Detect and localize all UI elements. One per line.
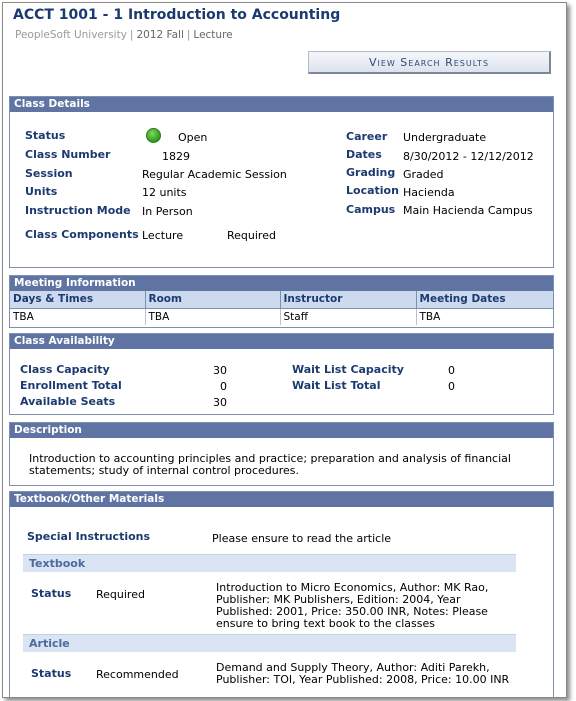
- page-title: ACCT 1001 - 1 Introduction to Accounting: [13, 7, 341, 23]
- status-label: Status: [25, 129, 66, 142]
- campus-label: Campus: [346, 203, 396, 216]
- article-status-label: Status: [31, 667, 72, 680]
- class-components-label: Class Components: [25, 228, 139, 241]
- meeting-information-section: [9, 275, 554, 328]
- session-label: Session: [25, 167, 73, 180]
- class-number-value: 1829: [162, 150, 190, 163]
- class-details-section: [9, 96, 554, 268]
- textbook-materials-heading: Textbook/Other Materials: [10, 492, 553, 507]
- class-availability-heading: Class Availability: [10, 334, 553, 349]
- column-days-times: Days & Times: [10, 291, 145, 308]
- article-subheading: Article: [23, 634, 516, 652]
- textbook-details: Introduction to Micro Economics, Author: MK Rao, Publisher: MK Publishers, Edition: 2004, Year Published: 2001, Price: 350.00 INR, Notes: Please ensure to bring text book to the classes: [216, 581, 489, 630]
- instructor-cell: Staff: [280, 308, 416, 325]
- column-instructor: Instructor: [280, 291, 416, 308]
- class-type: Lecture: [193, 29, 233, 41]
- special-instructions-value: Please ensure to read the article: [212, 532, 392, 545]
- career-label: Career: [346, 130, 388, 143]
- special-instructions-label: Special Instructions: [27, 530, 151, 543]
- description-section: [9, 422, 554, 486]
- article-status-value: Recommended: [96, 668, 179, 681]
- class-components-value: Lecture: [142, 229, 184, 242]
- class-availability-section: [9, 333, 554, 415]
- status-value: Open: [178, 131, 208, 144]
- days-times-cell: TBA: [10, 308, 145, 325]
- grading-label: Grading: [346, 166, 396, 179]
- class-number-label: Class Number: [25, 148, 111, 161]
- available-seats-label: Available Seats: [20, 395, 116, 408]
- career-value: Undergraduate: [403, 131, 487, 144]
- campus-value: Main Hacienda Campus: [403, 204, 533, 217]
- description-text: Introduction to accounting principles and practice; preparation and analysis of financial statements; study of internal control procedures.: [29, 452, 511, 477]
- units-value: 12 units: [142, 186, 187, 199]
- article-details: Demand and Supply Theory, Author: Aditi Parekh, Publisher: TOI, Year Published: 2008, Price: 10.00 INR: [216, 661, 510, 686]
- session-value: Regular Academic Session: [142, 168, 287, 181]
- enrollment-total-label: Enrollment Total: [20, 379, 122, 392]
- dates-label: Dates: [346, 148, 382, 161]
- view-search-results-button[interactable]: View Search Results: [308, 51, 551, 74]
- enrollment-total-value: 0: [220, 380, 227, 393]
- class-detail-window: [2, 2, 567, 698]
- meeting-table-header: [10, 291, 553, 308]
- textbook-subheading: Textbook: [23, 554, 516, 572]
- location-label: Location: [346, 184, 399, 197]
- university-name: PeopleSoft University: [15, 29, 127, 41]
- grading-value: Graded: [403, 168, 444, 181]
- class-details-heading: Class Details: [10, 97, 553, 112]
- column-room: Room: [145, 291, 280, 308]
- wait-list-capacity-value: 0: [448, 364, 455, 377]
- page-subtitle: PeopleSoft University | 2012 Fall | Lecture: [15, 29, 233, 41]
- textbook-status-value: Required: [96, 588, 145, 601]
- meeting-dates-cell: TBA: [419, 310, 441, 323]
- textbook-materials-section: [9, 491, 554, 698]
- column-meeting-dates: Meeting Dates: [416, 291, 553, 308]
- wait-list-capacity-label: Wait List Capacity: [292, 363, 404, 376]
- class-capacity-value: 30: [213, 364, 227, 377]
- location-value: Hacienda: [403, 186, 455, 199]
- open-status-icon: [146, 128, 161, 143]
- term-name: 2012 Fall: [136, 29, 184, 41]
- description-heading: Description: [10, 423, 553, 438]
- instruction-mode-value: In Person: [142, 205, 193, 218]
- wait-list-total-value: 0: [448, 380, 455, 393]
- table-row: [10, 308, 553, 325]
- textbook-status-label: Status: [31, 587, 72, 600]
- meeting-information-heading: Meeting Information: [10, 276, 553, 291]
- instruction-mode-label: Instruction Mode: [25, 204, 131, 217]
- room-cell: TBA: [145, 308, 280, 325]
- wait-list-total-label: Wait List Total: [292, 379, 381, 392]
- class-components-required: Required: [227, 229, 276, 242]
- units-label: Units: [25, 185, 58, 198]
- class-capacity-label: Class Capacity: [20, 363, 110, 376]
- dates-value: 8/30/2012 - 12/12/2012: [403, 150, 534, 163]
- meeting-table: [10, 291, 553, 325]
- available-seats-value: 30: [213, 396, 227, 409]
